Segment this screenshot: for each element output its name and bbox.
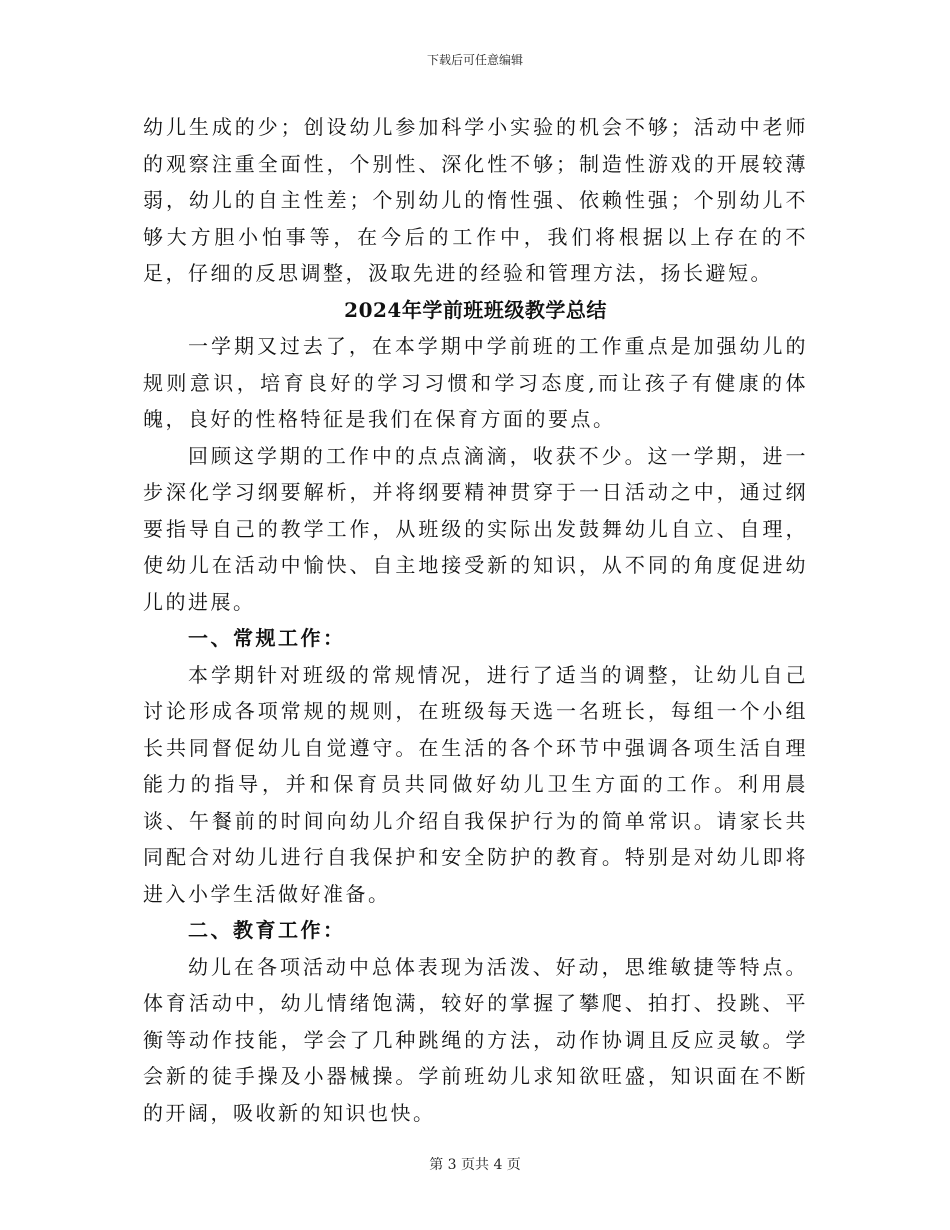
section-2-body: 幼儿在各项活动中总体表现为活泼、好动，思维敏捷等特点。体育活动中，幼儿情绪饱满，较好的掌握了攀爬、拍打、投跳、平衡等动作技能，学会了几种跳绳的方法，动作协调且反应灵敏。学会新的徒手操及小器械操。学前班幼儿求知欲旺盛，知识面在不断的开阔，吸收新的知识也快。 bbox=[143, 954, 808, 1125]
paragraph-2: 回顾这学期的工作中的点点滴滴，收获不少。这一学期，进一步深化学习纲要解析，并将纲要精神贯穿于一日活动之中，通过纲要指导自己的教学工作，从班级的实际出发鼓舞幼儿自立、自理，使幼儿在活动中愉快、自主地接受新的知识，从不同的角度促进幼儿的进展。 bbox=[143, 443, 808, 614]
paragraph-1: 一学期又过去了，在本学期中学前班的工作重点是加强幼儿的规则意识，培育良好的学习习惯和学习态度,而让孩子有健康的体魄，良好的性格特征是我们在保育方面的要点。 bbox=[143, 334, 808, 431]
section-2-heading: 二、教育工作： bbox=[188, 918, 346, 942]
document-title: 2024年学前班班级教学总结 bbox=[344, 297, 607, 322]
section-1-body: 本学期针对班级的常规情况，进行了适当的调整，让幼儿自己讨论形成各项常规的规则，在班级每天选一名班长，每组一个小组长共同督促幼儿自觉遵守。在生活的各个环节中强调各项生活自理能力的指导，并和保育员共同做好幼儿卫生方面的工作。利用晨谈、午餐前的时间向幼儿介绍自我保护行为的简单常识。请家长共同配合对幼儿进行自我保护和安全防护的教育。特别是对幼儿即将进入小学生活做好准备。 bbox=[143, 662, 808, 906]
intro-paragraph: 幼儿生成的少；创设幼儿参加科学小实验的机会不够；活动中老师的观察注重全面性，个别性、深化性不够；制造性游戏的开展较薄弱，幼儿的自主性差；个别幼儿的惰性强、依赖性强；个别幼儿不够大方胆小怕事等，在今后的工作中，我们将根据以上存在的不足，仔细的反思调整，汲取先进的经验和管理方法，扬长避短。 bbox=[143, 115, 808, 285]
page-header-note: 下载后可任意编辑 bbox=[426, 53, 523, 67]
section-1-heading: 一、常规工作： bbox=[188, 626, 346, 650]
document-body bbox=[143, 109, 808, 1131]
page-number: 第 3 页共 4 页 bbox=[429, 1157, 521, 1173]
